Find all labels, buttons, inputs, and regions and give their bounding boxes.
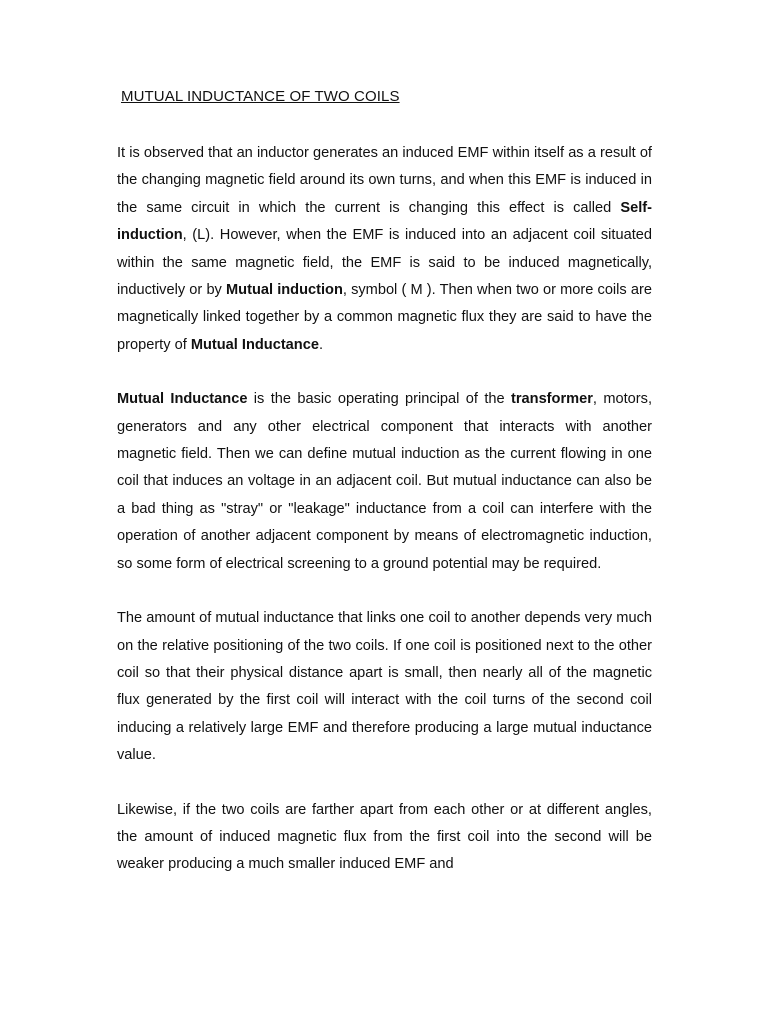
paragraph-positioning xyxy=(117,605,652,769)
term-self-induction: Self-induction xyxy=(117,199,652,244)
paragraph-transformer xyxy=(117,386,652,578)
term-mutual-inductance-2: Mutual Inductance xyxy=(117,391,248,408)
p1-text-3: , symbol ( M ). Then when two or more coils are magnetically linked together by a common magnetic flux they are said to have the property of xyxy=(117,282,652,353)
paragraph-distance xyxy=(117,797,652,879)
p3-text-1: The amount of mutual inductance that links one coil to another depends very much on the relative positioning of the two coils. If one coil is positioned next to the other coil so that their physical distance apart is small, then nearly all of the magnetic flux generated by the first coil will interact with the coil turns of the second coil inducing a relatively large EMF and therefore producing a large mutual inductance value. xyxy=(117,610,652,764)
p2-text-2: , motors, generators and any other electrical component that interacts with another magnetic field. Then we can define mutual induction as the current flowing in one coil that induces an voltage in an adjacent coil. But mutual inductance can also be a bad thing as "stray" or "leakage" inductance from a coil can interfere with the operation of another adjacent component by means of electromagnetic induction, so some form of electrical screening to a ground potential may be required. xyxy=(117,391,653,572)
term-mutual-induction: Mutual induction xyxy=(226,282,343,299)
p4-text-1: Likewise, if the two coils are farther apart from each other or at different angles, the amount of induced magnetic flux from the first coil into the second will be weaker producing a much smaller induced EMF and xyxy=(117,801,652,873)
term-transformer: transformer xyxy=(511,391,593,408)
document-title: MUTUAL INDUCTANCE OF TWO COILS xyxy=(121,88,400,105)
term-mutual-inductance: Mutual Inductance xyxy=(190,336,319,353)
p1-text-2: , (L). However, when the EMF is induced into an adjacent coil situated within the same magnetic field, the EMF is said to be induced magnetically, inductively or by xyxy=(117,227,652,299)
p2-text-1: is the basic operating principal of the xyxy=(247,391,511,408)
p1-text-4: . xyxy=(318,336,323,353)
paragraph-self-induction xyxy=(117,140,652,359)
document-page xyxy=(117,86,652,879)
p1-text-1: It is observed that an inductor generates an induced EMF within itself as a result of the changing magnetic field around its own turns, and when this EMF is induced in the same circuit in which the current is changing this effect is called xyxy=(117,145,652,216)
